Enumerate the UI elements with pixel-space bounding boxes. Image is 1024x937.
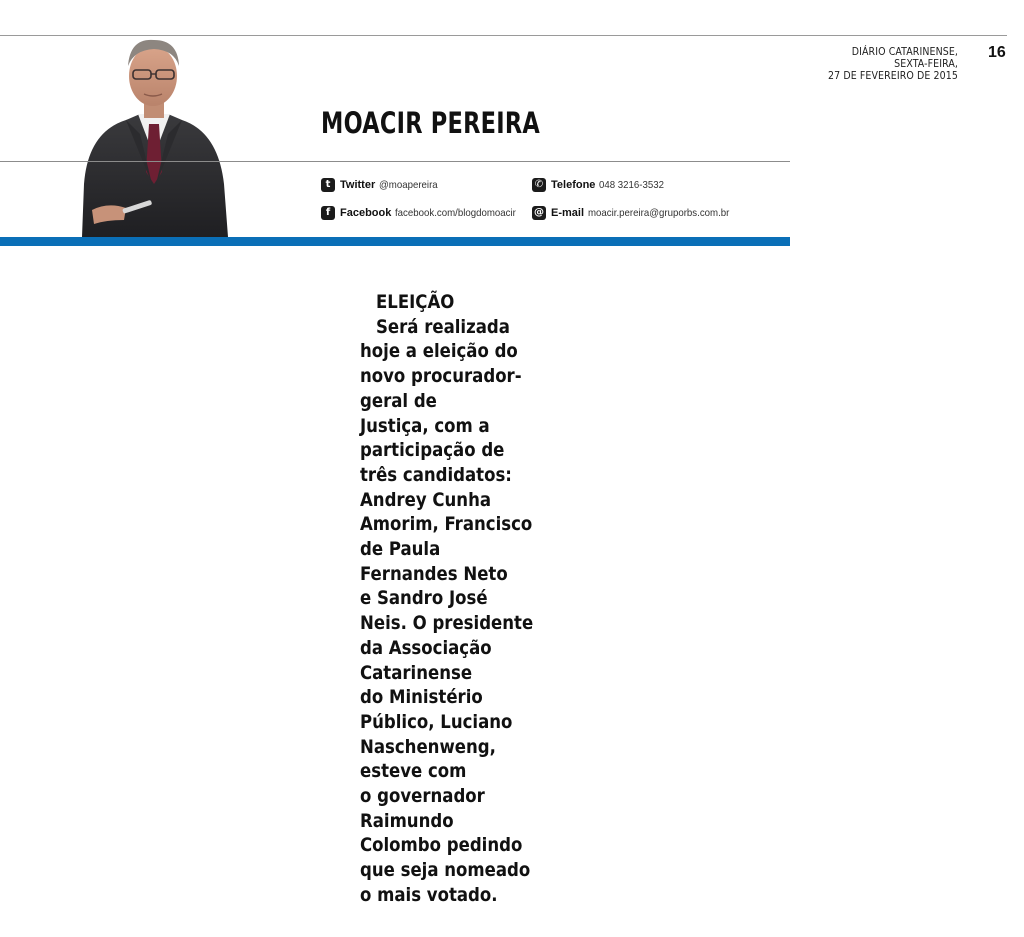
article-line: da Associação [360, 637, 492, 659]
article-line: Catarinense [360, 662, 473, 684]
article-heading: ELEIÇÃO [376, 292, 455, 313]
at-icon: @ [534, 207, 544, 218]
article-line: do Ministério [360, 687, 483, 709]
article-line: Naschenweng, [360, 736, 496, 758]
facebook-icon: f [321, 206, 335, 220]
accent-bar [0, 237, 790, 246]
article-line: de Paula [360, 539, 441, 561]
contact-twitter-value[interactable]: @moapereira [379, 179, 438, 191]
author-name: MOACIR PEREIRA [321, 106, 540, 140]
contact-phone[interactable] [532, 178, 670, 192]
publication-name: DIÁRIO CATARINENSE, [851, 46, 958, 58]
article-line: Fernandes Neto [360, 563, 508, 585]
contact-email[interactable] [532, 206, 742, 220]
article-line: Andrey Cunha [360, 489, 492, 511]
article-line: Justiça, com a [360, 415, 490, 437]
header-divider [0, 161, 790, 162]
article-line: Amorim, Francisco [360, 514, 533, 536]
contact-facebook-label: Facebook [340, 207, 392, 219]
contact-phone-label: Telefone [551, 179, 596, 191]
article-line: Neis. O presidente [360, 613, 534, 635]
article-line: novo procurador- [360, 366, 522, 388]
article-line: Público, Luciano [360, 711, 513, 733]
article-line: Será realizada [376, 316, 510, 338]
publication-date: 27 DE FEVEREIRO DE 2015 [828, 70, 958, 82]
article-line: participação de [360, 440, 505, 462]
article-line: geral de [360, 390, 437, 412]
article-line: o mais votado. [360, 884, 498, 906]
contact-phone-value[interactable]: 048 3216-3532 [599, 179, 665, 191]
contact-facebook[interactable] [321, 206, 527, 220]
author-photo [78, 34, 230, 237]
twitter-icon: t [321, 178, 335, 192]
article-line: Raimundo [360, 810, 454, 832]
contact-twitter-label: Twitter [340, 179, 376, 191]
article-body [360, 291, 560, 909]
contact-twitter[interactable] [321, 178, 443, 192]
article-line: o governador [360, 786, 485, 808]
article-line: e Sandro José [360, 588, 488, 610]
contact-email-label: E-mail [551, 207, 585, 219]
publication-weekday: SEXTA-FEIRA, [894, 58, 958, 70]
article-line: Colombo pedindo [360, 835, 523, 857]
article-line: esteve com [360, 761, 467, 783]
page-number: 16 [988, 44, 1006, 61]
publication-info [718, 46, 958, 82]
contact-email-value[interactable]: moacir.pereira@gruporbs.com.br [588, 207, 730, 219]
article-line: hoje a eleição do [360, 341, 518, 363]
article-line: três candidatos: [360, 464, 512, 486]
phone-icon: ✆ [532, 178, 546, 192]
article-line: que seja nomeado [360, 860, 531, 882]
contact-facebook-value[interactable]: facebook.com/blogdomoacir [395, 207, 517, 219]
